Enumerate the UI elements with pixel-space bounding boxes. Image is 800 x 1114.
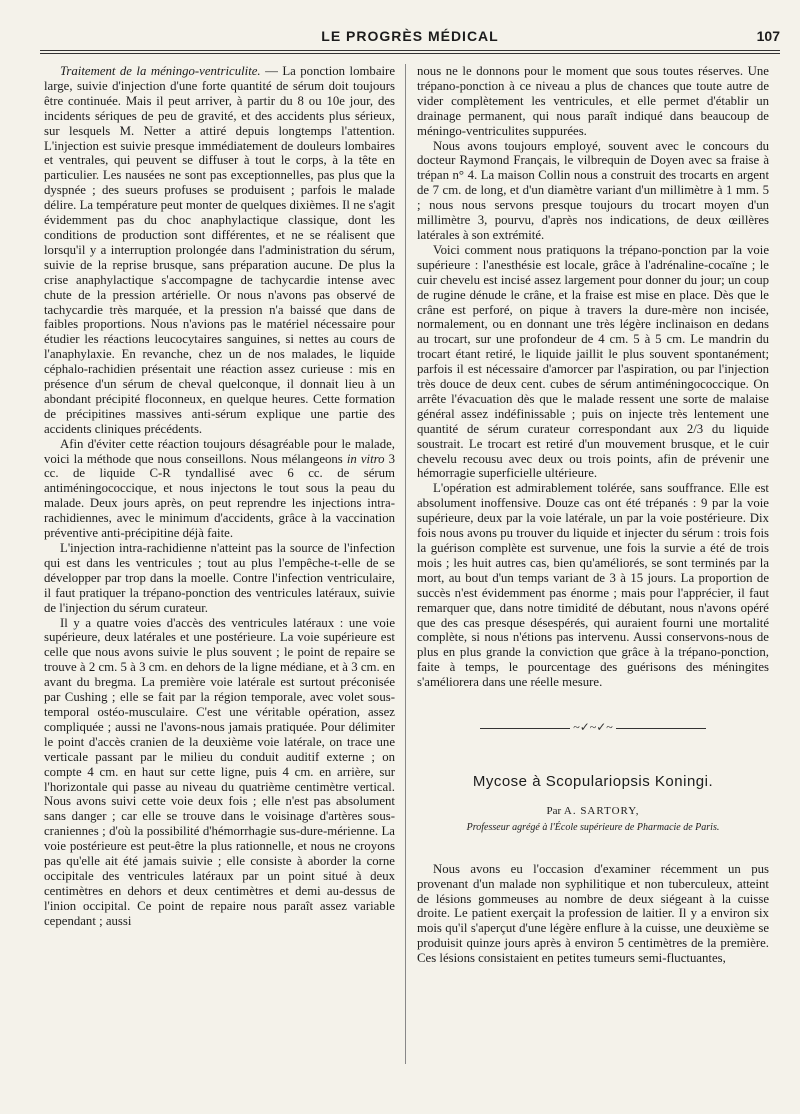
paragraph bbox=[44, 437, 395, 541]
right-column bbox=[417, 64, 769, 966]
ornament-line bbox=[616, 728, 706, 729]
paragraph-text: 3 cc. de liquide C-R tyndallisé avec 6 cc. de sérum antiméningococcique, et nous injectons le tout sous la peau du malade. Deux jours après, on peut reprendre les injections intra-rachidiennes, avec le minimum d'accidents, grâce à la vaccination préventive anti-précipitine déjà faite. bbox=[44, 451, 395, 541]
paragraph: L'opération est admirablement tolérée, sans souffrance. Elle est absolument inoffensive. Douze cas ont été trépanés : 9 par la voie supérieure, deux par la voie latérale, un par la voie postérieure. Dix fois nous avons pu trouver du liquide et injecter du sérum : trois fois la guérison complète est survenue, une fois la survie a été de trois mois ; les huit autres cas, bien qu'améliorés, se sont terminés par la mort, au bout d'un temps variant de 3 à 15 jours. La proportion de succès n'est évidemment pas énorme ; mais pour l'apprécier, il faut remarquer que, dans notre timidité de débutant, nous n'avons opéré que des cas presque désespérés, qui auraient fourni une mortalité complète, si nous n'étions pas intervenu. Aussi conservons-nous de plus en plus grande la conviction que grâce à la trépano-ponction, faite à temps, le pourcentage des guérisons des méningites s'améliorera dans une réelle mesure. bbox=[417, 481, 769, 690]
paragraph: Il y a quatre voies d'accès des ventricules latéraux : une voie supérieure, deux latérales et une postérieure. La voie supérieure est celle que nous avons suivie le plus souvent ; le point de repaire se trouve à 2 cm. 5 à 3 cm. en dehors de la ligne médiane, et à 3 cm. en avant du bregma. La première voie latérale est surtout préconisée par Cushing ; elle se fait par la région temporale, avec volet sous-temporal ostéo-musculaire. C'est une véritable opération, assez compliquée ; aussi ne l'avons-nous jamais pratiquée. Pour délimiter le point d'accès cranien de la deuxième voie latérale, on trace une verticale passant par le milieu du conduit auditif externe ; on compte 4 cm. en haut sur cette ligne, puis 4 cm. en arrière, sur l'horizontale qui passe au niveau du quatrième centimètre vertical. Nous avons suivi cette voie deux fois ; elle n'est pas absolument sans danger ; car elle se trouve dans le voisinage d'artères sous-craniennes ; d'où la possibilité d'hémorrhagie sus-dure-mérienne. La voie postérieure est peut-être la plus rationnelle, et nous ne croyons pas qu'elle ait été jamais suivie ; elle consiste à aborder la corne occipitale des ventricules latéraux par un point situé à deux centimètres en dehors et deux centimètres et demi au-dessus de l'inion occipital. Ce point de repaire nous paraît assez variable cependant ; aussi bbox=[44, 615, 395, 928]
section-ornament bbox=[417, 720, 769, 735]
paragraph: Nous avons eu l'occasion d'examiner récemment un pus provenant d'un malade non syphilitique et non tuberculeux, atteint de lésions gommeuses au nombre de deux siégeant à la cuisse droite. Le patient exerçait la profession de laitier. Il y a environ six mois qu'il s'aperçut d'une légère enflure à la cuisse, une deuxième se produisit quinze jours après à environ 5 centimètres de la première. Ces lésions consistaient en petites tumeurs semi-fluctuantes, bbox=[417, 861, 769, 966]
ornament-line bbox=[480, 728, 570, 729]
paragraph-text: Afin d'éviter cette réaction toujours désagréable pour le malade, voici la méthode que nous conseillons. Nous mélangeons bbox=[44, 436, 395, 466]
left-column bbox=[44, 64, 395, 929]
author-name: A. SARTORY, bbox=[563, 804, 640, 817]
paragraph: L'injection intra-rachidienne n'atteint pas la source de l'infection qui est dans les ventricules ; tout au plus l'empêche-t-elle de se développer par trop dans la moelle. Contre l'infection ventriculaire, il faut pratiquer la trépano-ponction des ventricules latéraux, suivie de l'injection du sérum curateur. bbox=[44, 541, 395, 615]
byline bbox=[417, 804, 769, 819]
column-divider bbox=[405, 64, 406, 1064]
paragraph: nous ne le donnons pour le moment que sous toutes réserves. Une trépano-ponction à ce niveau a plus de chances que toute autre de vider complètement les ventricules, et elle permet d'établir un drainage permanent, qui nous paraît indiqué dans beaucoup de méningo-ventriculites suppurées. bbox=[417, 64, 769, 138]
running-title: LE PROGRÈS MÉDICAL bbox=[321, 28, 499, 44]
page-header bbox=[40, 28, 780, 48]
italic-term: in vitro bbox=[346, 451, 385, 466]
paragraph: Voici comment nous pratiquons la trépano-ponction par la voie supérieure : l'anesthésie est locale, grâce à l'adrénaline-cocaïne ; le cuir chevelu est incisé assez largement pour donner du jour; un coup de rugine dénude le crâne, et la fraise est mise en place. Dès que le crâne est perforé, on pique à travers la dure-mère non incisée, normalement, ou en donnant une très légère inclinaison en dedans au trocart, sur une profondeur de 4 cm. 5 à 5 cm. Le mandrin du trocart étant retiré, le liquide jaillit le plus souvent spontanément; parfois il est nécessaire d'amorcer par l'aspiration, ou par l'injection très douce de deux cent. cubes de sérum antiméningococcique. On arrête l'évacuation dès que le malade ressent une sorte de malaise général assez indéfinissable ; puis on injecte très lentement une quantité de sérum curateur correspondant aux 2/3 du liquide soustrait. Le trocart est retiré d'un mouvement brusque, et le cuir chevelu recousu avec deux ou trois points, afin de prévenir une hémorragie superficielle ultérieure. bbox=[417, 242, 769, 481]
paragraph: Nous avons toujours employé, souvent avec le concours du docteur Raymond Français, le vilbrequin de Doyen avec sa fraise à trépan n° 4. La maison Collin nous a construit des trocarts en argent de 7 cm. de long, et d'un diamètre variant d'un millimètre à 1 mm. 5 ; nous nous servons presque toujours du trocart moyen d'un millimètre 3, pourvu, d'après nos indications, de deux œillères latérales à son extrémité. bbox=[417, 138, 769, 242]
author-affiliation: Professeur agrégé à l'École supérieure de Pharmacie de Paris. bbox=[466, 821, 720, 833]
article-title: Mycose à Scopulariopsis Koningi. bbox=[472, 772, 714, 790]
paragraph bbox=[44, 64, 395, 437]
header-rule bbox=[40, 50, 780, 54]
byline-prefix: Par bbox=[546, 804, 562, 817]
page-number: 107 bbox=[756, 28, 780, 44]
ornament-glyph: ~✓~✓~ bbox=[573, 720, 613, 735]
section-title: Traitement de la méningo-ventriculite. bbox=[60, 64, 261, 78]
paragraph-text: — La ponction lombaire large, suivie d'injection d'une forte quantité de sérum doit toujours être continuée. Mais il peut arriver, à partir du 8 ou 10e jour, des incidents sériques de peu de gravité, et des accidents plus sérieux, sur lesquels M. Netter a attiré depuis longtemps l'attention. L'injection est suivie presque immédiatement de douleurs lombaires et ventrales, qui peuvent se diffuser à tout le corps, à la tête en particulier. Les nausées ne sont pas exceptionnelles, pas plus que la dyspnée ; des sueurs profuses se produisent ; parfois le malade délire. La température peut monter de quelques dixièmes. Il ne s'agit évidemment pas du choc anaphylactique classique, dont les conditions de production sont différentes, et ne se réalisent que lorsqu'il y a interruption prolongée dans l'administration du sérum, suivie de la reprise brusque, sans préparation aucune. De plus la crise anaphylactique s'accompagne de tachycardie intense avec chute de la pression artérielle. Or nous n'avons pas observé de tachycardie très marquée, et la pression n'a baissé que dans de faibles proportions. Nous n'avions pas le matériel nécessaire pour étudier les réactions leucocytaires sanguines, si nettes au cours de l'anaphylaxie. En revanche, chez un de nos malades, le liquide céphalo-rachidien présentait une réaction assez curieuse : mis en présence d'un sérum de cheval quelconque, il donnait lieu à un abondant précipité floconneux, en quelque heures. Cette formation de précipitines massives anti-sérum explique une partie des accidents cliniques précédents. bbox=[44, 64, 395, 436]
